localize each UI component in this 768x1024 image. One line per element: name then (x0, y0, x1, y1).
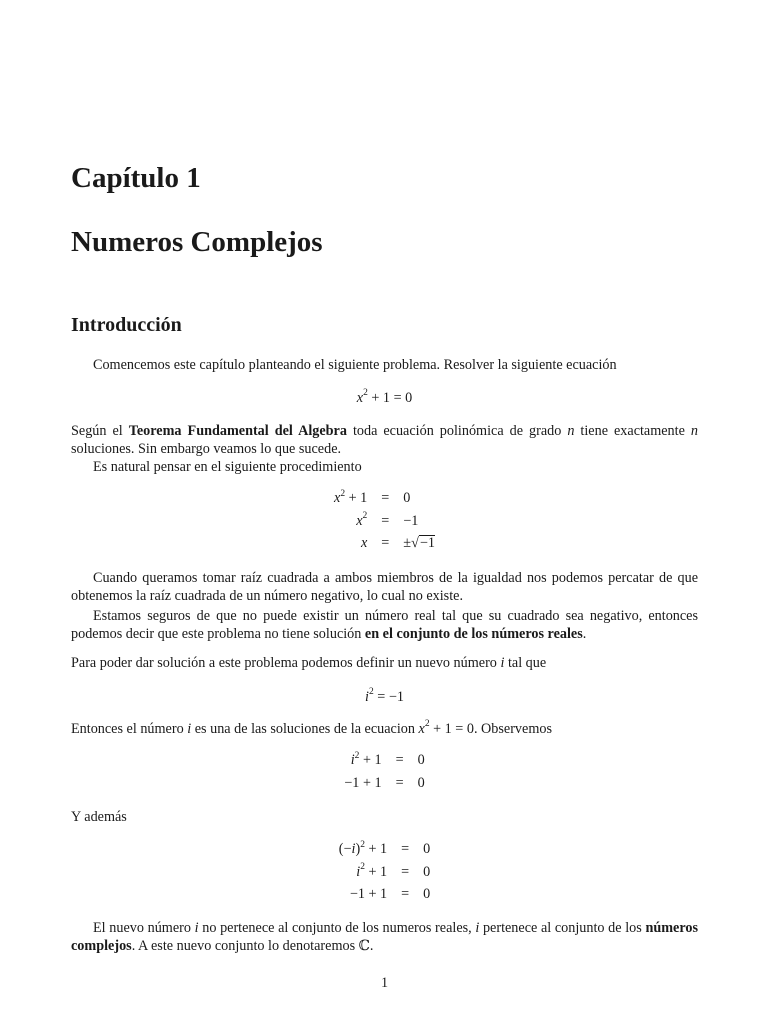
equation-row (334, 532, 435, 555)
text-span: tiene exactamente (574, 423, 691, 439)
text-span: Estamos seguros de que no puede existir un número real tal que su cuadrado sea negativo, entonces podemos decir que este problema no tiene solución (71, 608, 698, 642)
paragraph-theorem (71, 422, 698, 458)
math-n: n (690, 423, 698, 439)
eq-exponent: 2 (340, 488, 346, 499)
emphasis-complex: números complejos (71, 920, 698, 954)
eq-exponent: 2 (424, 719, 430, 730)
eq-relation: = (401, 841, 410, 858)
eq-var: i (356, 863, 361, 880)
square-root: √−1 (411, 535, 435, 552)
eq-relation: = (381, 512, 390, 529)
equation-block-check-i (71, 749, 698, 794)
equation-x-squared-plus-one (71, 389, 698, 407)
eq-exponent: 2 (369, 687, 374, 698)
chapter-label: Capítulo 1 (71, 162, 201, 194)
equation-row (344, 772, 424, 795)
eq-relation: = (395, 752, 404, 769)
eq-rest: + 1 = 0 (367, 390, 413, 406)
eq-relation: = (381, 490, 390, 507)
plus-minus: ± (403, 535, 412, 552)
text-span: tal que (504, 655, 547, 671)
eq-var: x (360, 535, 368, 552)
text-span: + 1 = 0 (429, 721, 474, 737)
eq-relation: = (381, 535, 390, 552)
eq-rhs: 0 (417, 774, 425, 791)
eq-exponent: 2 (363, 388, 368, 399)
eq-rest: = −1 (373, 689, 404, 705)
eq-exponent: 2 (360, 839, 365, 850)
eq-exponent: 2 (362, 511, 368, 522)
eq-var: x (356, 512, 363, 529)
text-span: no pertenece al conjunto de los numeros reales, (198, 920, 476, 936)
text-span: soluciones. Sin embargo veamos lo que sucede. (71, 441, 342, 457)
paragraph-complex-numbers (71, 919, 698, 955)
math-i: i (475, 920, 480, 936)
eq-lhs: −1 + 1 (344, 774, 382, 791)
paragraph-text: Es natural pensar en el siguiente procedimiento (93, 459, 362, 475)
eq-rhs: 0 (423, 863, 431, 880)
eq-var: x (356, 390, 364, 406)
eq-exponent: 2 (360, 862, 365, 873)
eq-lhs: −1 + 1 (349, 886, 388, 903)
page-number: 1 (380, 975, 389, 991)
eq-rest: + 1 (359, 752, 382, 769)
text-span: Según el (71, 423, 129, 439)
eq-relation: = (401, 863, 410, 880)
paragraph-intro (71, 356, 698, 374)
text-span: toda ecuación polinómica de grado (346, 423, 568, 439)
equation-block-procedure (71, 487, 698, 555)
paragraph-text: Cuando queramos tomar raíz cuadrada a ambos miembros de la igualdad nos podemos percatar de que obtenemos la raíz cuadrada de un número negativo, lo cual no existe. (71, 570, 698, 604)
paragraph-y-ademas (71, 808, 698, 826)
theorem-name: Teorema Fundamental del Algebra (128, 423, 347, 439)
eq-relation: = (395, 774, 404, 791)
math-i: i (500, 655, 505, 671)
text-span: . (582, 626, 587, 642)
math-x: x (418, 721, 425, 737)
math-i: i (194, 920, 199, 936)
eq-rest: + 1 (364, 841, 388, 858)
equation-row (339, 883, 430, 906)
radicand: −1 (419, 535, 435, 552)
equation-row (344, 749, 424, 772)
paragraph-procedure (71, 458, 698, 476)
equation-i-squared (71, 688, 698, 706)
text-span: . A este nuevo conjunto lo denotaremos ℂ. (131, 938, 374, 954)
eq-rhs: 0 (403, 490, 411, 507)
chapter-title: Numeros Complejos (71, 226, 323, 258)
text-span: . Observemos (473, 721, 552, 737)
text-span: Para poder dar solución a este problema podemos definir un nuevo número (71, 655, 501, 671)
text-span: El nuevo número (93, 920, 195, 936)
eq-var: x (334, 490, 341, 507)
eq-var: i (365, 689, 369, 705)
eq-rest: + 1 (345, 490, 368, 507)
eq-var: i (350, 752, 355, 769)
eq-paren: (− (338, 841, 352, 858)
eq-relation: = (401, 886, 410, 903)
paragraph-i-is-solution (71, 720, 698, 738)
text-span: Entonces el número (71, 721, 188, 737)
equation-row (334, 487, 435, 510)
text-span: pertenece al conjunto de los (479, 920, 646, 936)
paragraph-text: Comencemos este capítulo planteando el siguiente problema. Resolver la siguiente ecuación (93, 357, 617, 373)
equation-row (339, 861, 430, 884)
paragraph-define-i (71, 654, 698, 672)
emphasis-reals: en el conjunto de los números reales (364, 626, 583, 642)
paragraph-no-real-solution (71, 607, 698, 643)
eq-paren: ) (355, 841, 361, 858)
equation-row (334, 510, 435, 533)
text-span: es una de las soluciones de la ecuacion (191, 721, 419, 737)
paragraph-square-root (71, 569, 698, 605)
eq-rest: + 1 (364, 863, 388, 880)
equation-row (339, 838, 430, 861)
math-n: n (567, 423, 575, 439)
eq-exponent: 2 (354, 750, 360, 761)
math-i: i (187, 721, 192, 737)
equation-block-check-minus-i (71, 838, 698, 906)
section-title: Introducción (71, 314, 182, 336)
eq-rhs: −1 (403, 512, 419, 529)
eq-rhs: 0 (423, 886, 431, 903)
eq-rhs: 0 (423, 841, 431, 858)
paragraph-text: Y además (71, 809, 127, 825)
eq-rhs: 0 (417, 752, 425, 769)
eq-var: i (351, 841, 356, 858)
